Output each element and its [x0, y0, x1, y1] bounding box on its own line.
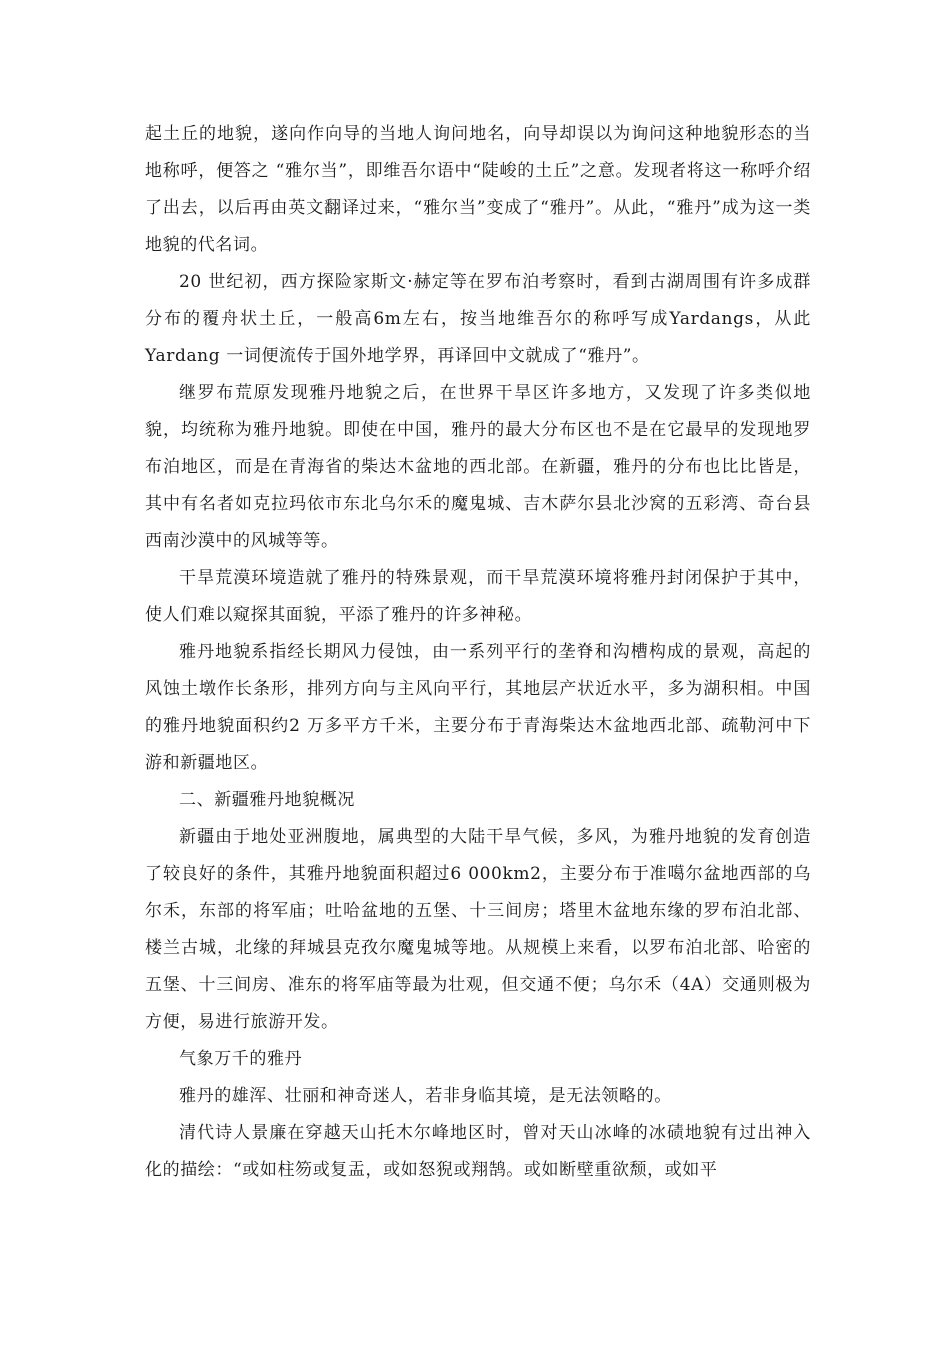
document-body: [145, 116, 811, 1189]
paragraph-sven-hedin: 20 世纪初，西方探险家斯文·赫定等在罗布泊考察时，看到古湖周围有许多成群分布的覆舟状土丘，一般高6m左右，按当地维吾尔的称呼写成Yardangs，从此Yardang 一词便流传于国外地学界，再译回中文就成了“雅丹”。: [145, 272, 811, 366]
paragraph-definition: 雅丹地貌系指经长期风力侵蚀，由一系列平行的垄脊和沟槽构成的景观，高起的风蚀土墩作长条形，排列方向与主风向平行，其地层产状近水平，多为湖积相。中国的雅丹地貌面积约2 万多平方千米，主要分布于青海柴达木盆地西北部、疏勒河中下游和新疆地区。: [145, 642, 811, 773]
section-heading-xinjiang-overview: 二、新疆雅丹地貌概况: [179, 790, 355, 810]
paragraph-distribution: 继罗布荒原发现雅丹地貌之后，在世界干旱区许多地方，又发现了许多类似地貌，均统称为雅丹地貌。即使在中国，雅丹的最大分布区也不是在它最早的发现地罗布泊地区，而是在青海省的柴达木盆地的西北部。在新疆，雅丹的分布也比比皆是，其中有名者如克拉玛依市东北乌尔禾的魔鬼城、吉木萨尔县北沙窝的五彩湾、奇台县西南沙漠中的风城等等。: [145, 383, 811, 551]
paragraph-xinjiang-overview: 新疆由于地处亚洲腹地，属典型的大陆干旱气候，多风，为雅丹地貌的发育创造了较良好的条件，其雅丹地貌面积超过6 000km2，主要分布于准噶尔盆地西部的乌尔禾，东部的将军庙；吐哈盆地的五堡、十三间房；塔里木盆地东缘的罗布泊北部、楼兰古城，北缘的拜城县克孜尔魔鬼城等地。从规模上来看，以罗布泊北部、哈密的五堡、十三间房、准东的将军庙等最为壮观，但交通不便；乌尔禾（4A）交通则极为方便，易进行旅游开发。: [145, 827, 811, 1032]
paragraph-intro-continued: 起土丘的地貌，遂向作向导的当地人询问地名，向导却误以为询问这种地貌形态的当地称呼，便答之 “雅尔当”，即维吾尔语中“陡峻的土丘”之意。发现者将这一称呼介绍了出去，以后再由英文翻译过来，“雅尔当”变成了“雅丹”。从此，“雅丹”成为这一类地貌的代名词。: [145, 124, 811, 255]
section-heading-spectacular-yardang: 气象万千的雅丹: [179, 1049, 303, 1069]
paragraph-desert-environment: 干旱荒漠环境造就了雅丹的特殊景观，而干旱荒漠环境将雅丹封闭保护于其中，使人们难以窥探其面貌，平添了雅丹的许多神秘。: [145, 568, 811, 625]
paragraph-poet-jinglian: 清代诗人景廉在穿越天山托木尔峰地区时，曾对天山冰峰的冰碛地貌有过出神入化的描绘：“或如柱笏或复盂，或如怒猊或翔鹄。或如断壁重欲颓，或如平: [145, 1123, 811, 1180]
paragraph-majesty: 雅丹的雄浑、壮丽和神奇迷人，若非身临其境，是无法领略的。: [179, 1086, 672, 1106]
